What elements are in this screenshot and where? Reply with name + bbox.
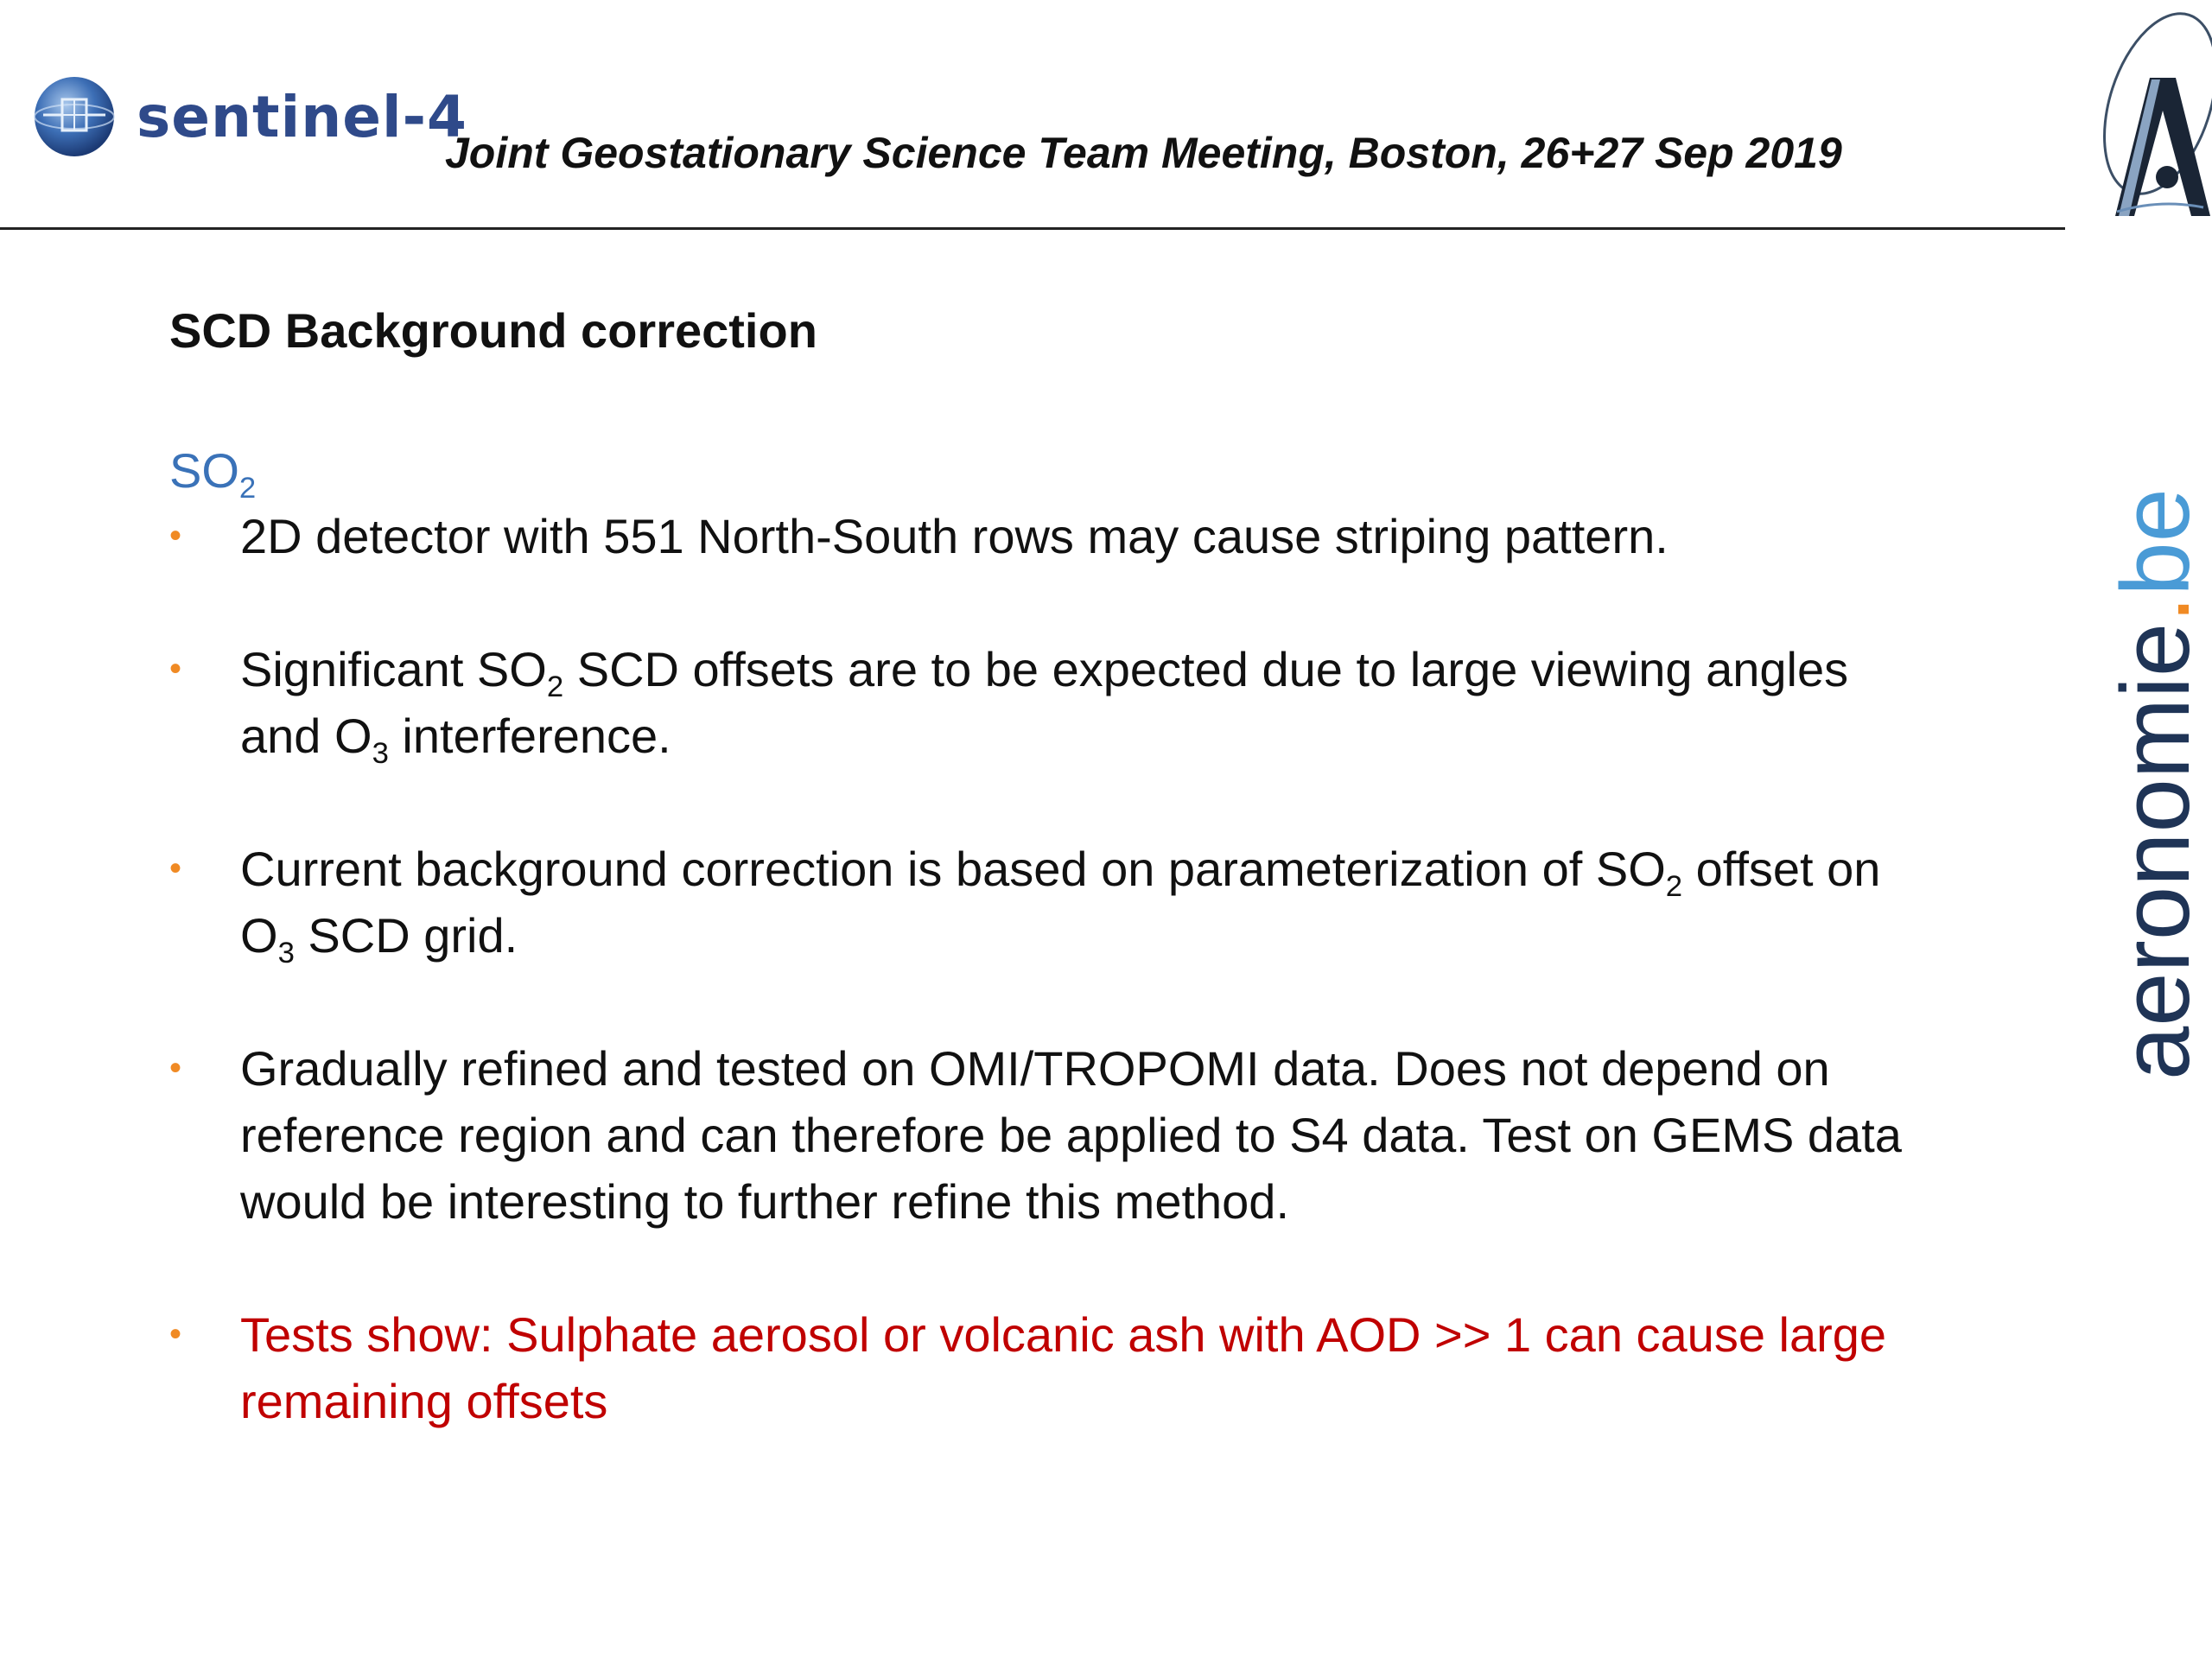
sentinel-4-logo (31, 69, 467, 164)
bullet-subscript: 2 (546, 671, 564, 704)
side-brand-dot: . (2101, 595, 2209, 623)
bullet-text-part: Significant SO (240, 642, 547, 696)
bullet-icon: • (169, 1049, 182, 1087)
bullet-subscript: 3 (277, 937, 295, 970)
bullet-text-part: SCD offsets are to be expected due to large viewing angles and O (240, 642, 1849, 763)
bullet-subscript: 3 (372, 737, 389, 771)
bullet-text: Tests show: Sulphate aerosol or volcanic ash with AOD >> 1 can cause large remaining offsets (240, 1307, 1887, 1428)
bullet-text-part: SCD grid. (294, 908, 518, 963)
institute-emblem-icon (2065, 0, 2212, 232)
bullet-item (169, 836, 1941, 969)
bullet-item (169, 1035, 1941, 1235)
bullet-text-part: offset on O (240, 842, 1881, 963)
bullet-text-part: interference. (388, 709, 671, 763)
section-species-sub: 2 (238, 472, 257, 505)
bullet-subscript: 2 (1665, 870, 1683, 904)
bullet-item (169, 636, 1941, 769)
bullet-text-part: Current background correction is based on parameterization of SO (240, 842, 1666, 896)
side-brand-tld: be (2101, 488, 2209, 596)
slide-title: SCD Background correction (169, 303, 817, 358)
bullet-icon: • (169, 650, 182, 688)
aeronomie-logo (2100, 475, 2212, 1080)
bullet-item-warning (169, 1301, 1941, 1434)
side-brand-name: aeronomie (2101, 622, 2209, 1080)
bullet-text: 2D detector with 551 North-South rows may cause striping pattern. (240, 509, 1669, 563)
bullet-item (169, 503, 1941, 569)
header-rule (0, 227, 2065, 230)
section-species: SO (169, 443, 239, 498)
slide-header (0, 0, 2212, 232)
slide-body (169, 302, 1941, 1501)
bullet-text: Gradually refined and tested on OMI/TROPOMI data. Does not depend on reference region and can therefore be applied to S4 data. Test on GEMS data would be interesting to further refine this method. (240, 1041, 1902, 1229)
meeting-line: Joint Geostationary Science Team Meeting, Boston, 26+27 Sep 2019 (445, 129, 1842, 177)
bullet-icon: • (169, 1315, 182, 1353)
section-label (169, 442, 1941, 510)
bullet-icon: • (169, 517, 182, 555)
bullet-icon: • (169, 849, 182, 887)
brand-name: sentinel-4 (137, 83, 467, 150)
bullet-list (169, 503, 1941, 1434)
globe-icon (31, 73, 118, 160)
